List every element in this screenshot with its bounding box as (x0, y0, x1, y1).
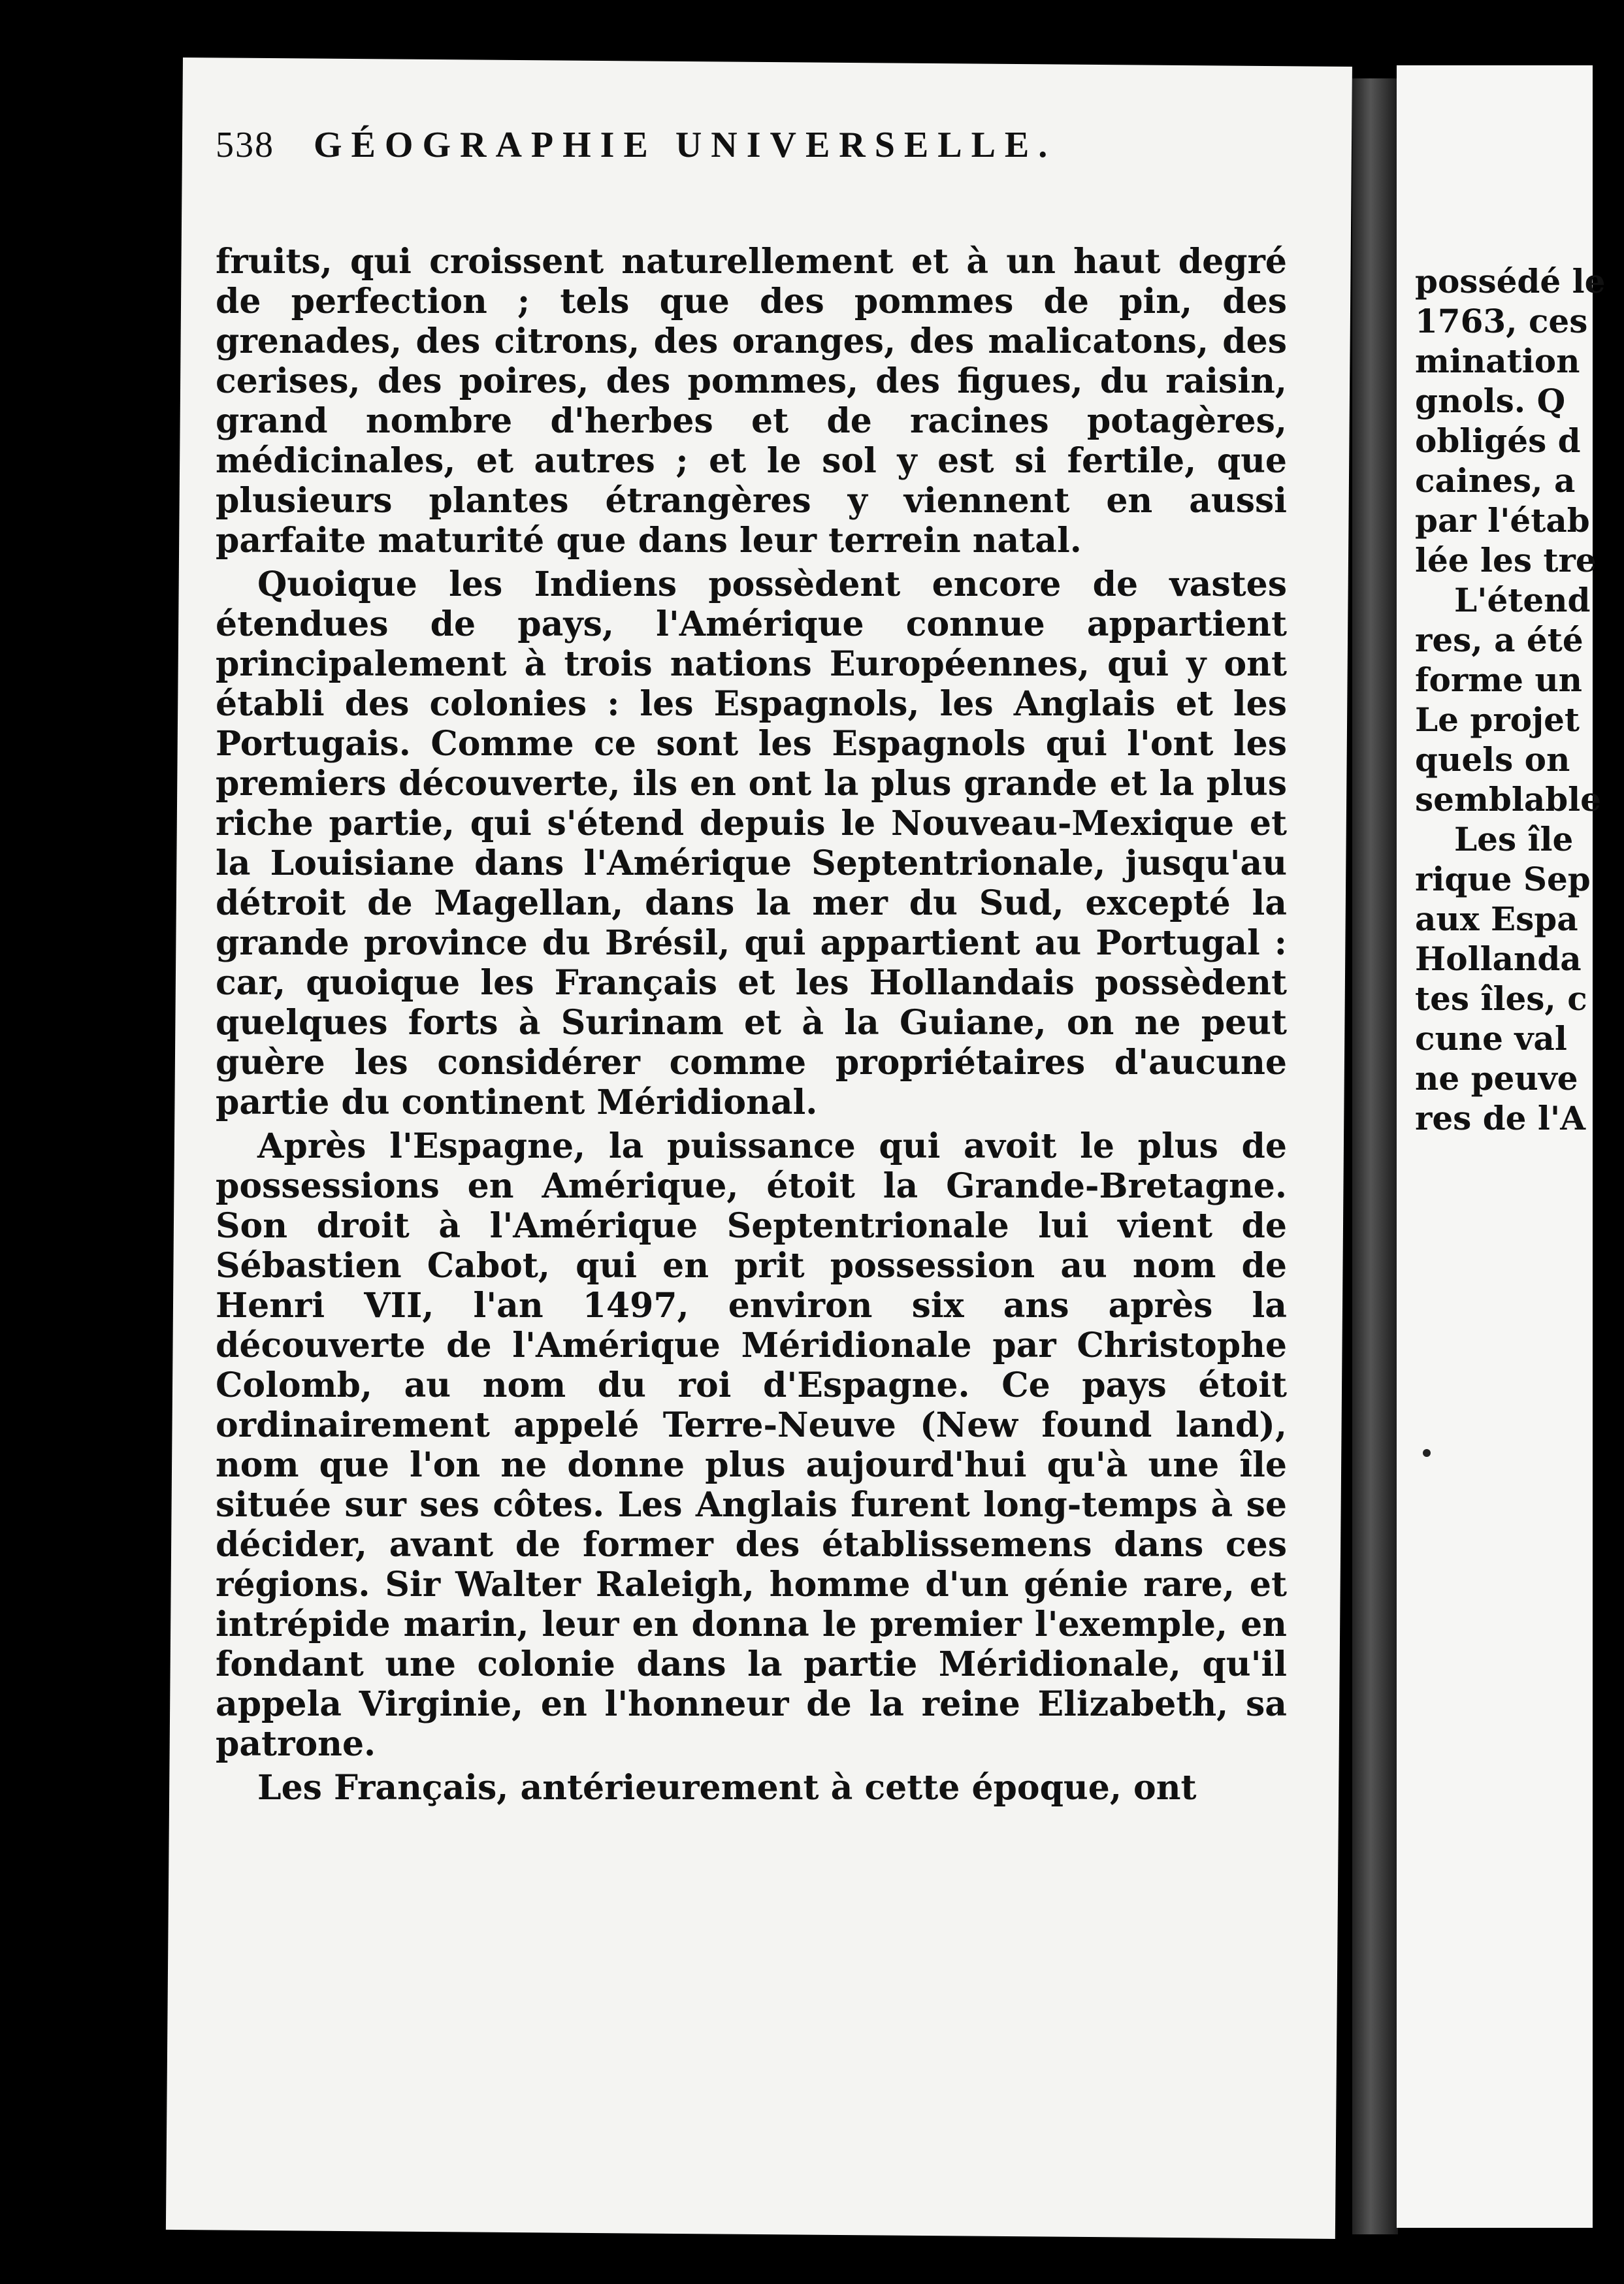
right-line: possédé le (1415, 262, 1606, 301)
right-line: par l'étab (1415, 501, 1590, 540)
right-line: 1763, ces (1415, 302, 1588, 340)
right-line: tes îles, c (1415, 979, 1587, 1018)
running-header (216, 124, 1056, 166)
right-line: mination (1415, 342, 1580, 380)
right-line: Les île (1454, 820, 1574, 858)
right-line: L'étend (1454, 581, 1591, 619)
right-line: res de l'A (1415, 1099, 1585, 1137)
paragraph: Les Français, antérieurement à cette époque, ont (257, 1768, 1197, 1808)
page-number: 538 (216, 125, 274, 165)
right-line: lée les tre (1415, 541, 1597, 579)
paragraph: Après l'Espagne, la puissance qui avoit le plus de possessions en Amérique, étoit la Grande-Bretagne. Son droit à l'Amérique Septentrionale lui vient de Sébastien Cabot, qui en prit possession au nom de Henri VII, l'an 1497, environ six ans après la découverte de l'Amérique Méridionale par Christophe Colomb, au nom du roi d'Espagne. Ce pays étoit ordinairement appelé Terre-Neuve (New found land), nom que l'on ne donne plus aujourd'hui qu'à une île située sur ses côtes. Les Anglais furent long-temps à se décider, avant de former des établissemens dans ces régions. Sir Walter Raleigh, homme d'un génie rare, et intrépide marin, leur en donna le premier l'exemple, en fondant une colonie dans la partie Méridionale, qu'il appela Virginie, en l'honneur de la reine Elizabeth, sa patrone. (216, 1126, 1287, 1764)
ink-speck (1423, 1449, 1431, 1457)
right-line: quels on (1415, 740, 1570, 779)
right-line: rique Sep (1415, 860, 1591, 898)
right-line: Le projet (1415, 700, 1580, 739)
right-page (1397, 65, 1606, 2228)
right-line: gnols. Q (1415, 382, 1566, 420)
right-line: obligés d (1415, 421, 1581, 460)
running-title: GÉOGRAPHIE UNIVERSELLE. (314, 125, 1057, 165)
right-line: semblable (1415, 780, 1601, 819)
right-line: ne peuve (1415, 1059, 1578, 1098)
right-line: forme un (1415, 661, 1583, 699)
body-text (216, 242, 1287, 1808)
right-line: Hollanda (1415, 939, 1582, 978)
right-line: aux Espa (1415, 900, 1578, 938)
right-line: cune val (1415, 1019, 1567, 1058)
right-line: caines, a (1415, 461, 1576, 500)
paragraph: Quoique les Indiens possèdent encore de vastes étendues de pays, l'Amérique connue appartient principalement à trois nations Européennes, qui y ont établi des colonies : les Espagnols, les Anglais et les Portugais. Comme ce sont les Espagnols qui l'ont les premiers découverte, ils en ont la plus grande et la plus riche partie, qui s'étend depuis le Nouveau-Mexique et la Louisiane dans l'Amérique Septentrionale, jusqu'au détroit de Magellan, dans la mer du Sud, excepté la grande province du Brésil, qui appartient au Portugal : car, quoique les Français et les Hollandais possèdent quelques forts à Surinam et à la Guiane, on ne peut guère les considérer comme propriétaires d'aucune partie du continent Méridional. (216, 564, 1287, 1122)
right-page-text (1415, 261, 1624, 1138)
right-line: res, a été (1415, 621, 1583, 659)
paragraph: fruits, qui croissent naturellement et à un haut degré de perfection ; tels que des pommes de pin, des grenades, des citrons, des oranges, des malicatons, des cerises, des poires, des pommes, des figues, du raisin, grand nombre d'herbes et de racines potagères, médicinales, et autres ; et le sol y est si fertile, que plusieurs plantes étrangères y viennent en aussi parfaite maturité que dans leur terrein natal. (216, 242, 1287, 561)
book-gutter (1352, 78, 1398, 2234)
